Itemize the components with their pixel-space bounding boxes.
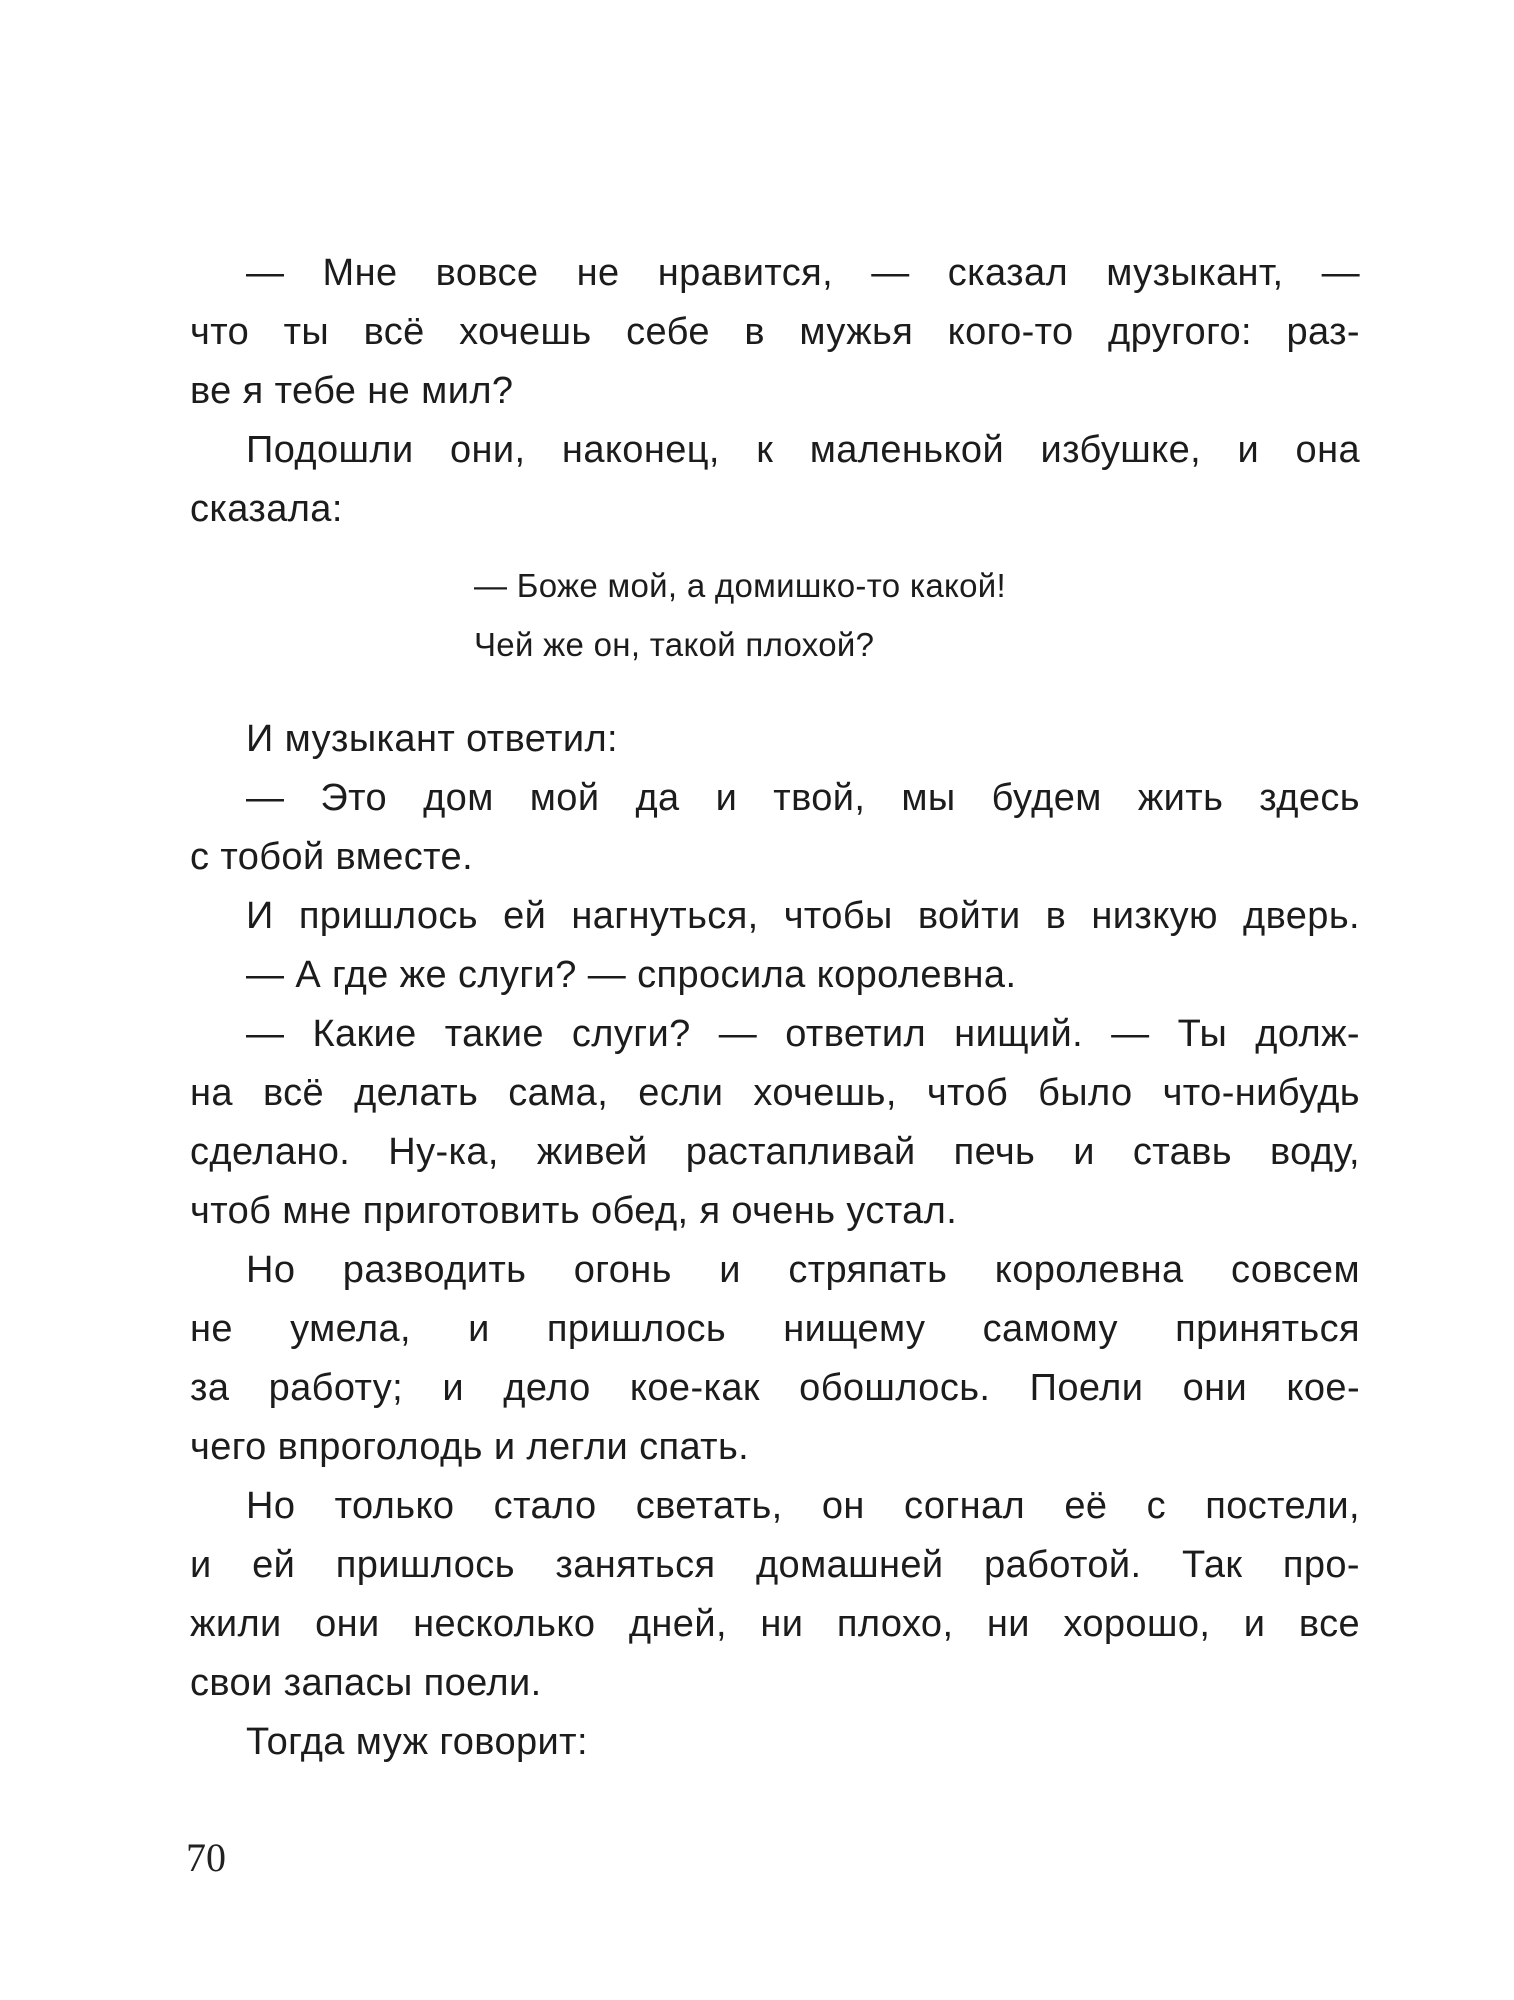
text-line: не умела, и пришлось нищему самому приняться [190, 1308, 1360, 1350]
text-line: И музыкант ответил: [246, 718, 618, 760]
text-line: — Мне вовсе не нравится, — сказал музыкант, — [246, 252, 1360, 294]
text-line: чего впроголодь и легли спать. [190, 1426, 750, 1468]
text-line: на всё делать сама, если хочешь, чтоб было что-нибудь [190, 1072, 1360, 1114]
text-line: И пришлось ей нагнуться, чтобы войти в низкую дверь. [246, 895, 1360, 937]
text-line: — Это дом мой да и твой, мы будем жить здесь [246, 777, 1360, 819]
text-line: Но только стало светать, он согнал её с постели, [246, 1485, 1360, 1527]
text-line: — А где же слуги? — спросила королевна. [246, 954, 1017, 996]
verse-block [474, 556, 1174, 674]
text-line: — Какие такие слуги? — ответил нищий. — Ты долж- [246, 1013, 1360, 1055]
text-line: сделано. Ну-ка, живей растапливай печь и ставь воду, [190, 1131, 1360, 1173]
prose-bottom [190, 710, 1360, 1772]
verse-line: Чей же он, такой плохой? [474, 626, 875, 663]
text-line: чтоб мне приготовить обед, я очень устал. [190, 1190, 958, 1232]
text-line: и ей пришлось заняться домашней работой. Так про- [190, 1544, 1360, 1586]
text-line: с тобой вместе. [190, 836, 474, 878]
text-line: что ты всё хочешь себе в мужья кого-то другого: раз- [190, 311, 1360, 353]
text-line: Подошли они, наконец, к маленькой избушке, и она [246, 429, 1360, 471]
text-line: ве я тебе не мил? [190, 370, 514, 412]
text-line: свои запасы поели. [190, 1662, 542, 1704]
prose-top [190, 244, 1360, 539]
text-line: сказала: [190, 488, 343, 530]
verse-line: — Боже мой, а домишко-то какой! [474, 567, 1006, 604]
text-line: жили они несколько дней, ни плохо, ни хорошо, и все [190, 1603, 1360, 1645]
text-line: Тогда муж говорит: [246, 1721, 588, 1763]
page-number: 70 [186, 1835, 226, 1880]
text-line: Но разводить огонь и стряпать королевна совсем [246, 1249, 1360, 1291]
text-line: за работу; и дело кое-как обошлось. Поели они кое- [190, 1367, 1360, 1409]
